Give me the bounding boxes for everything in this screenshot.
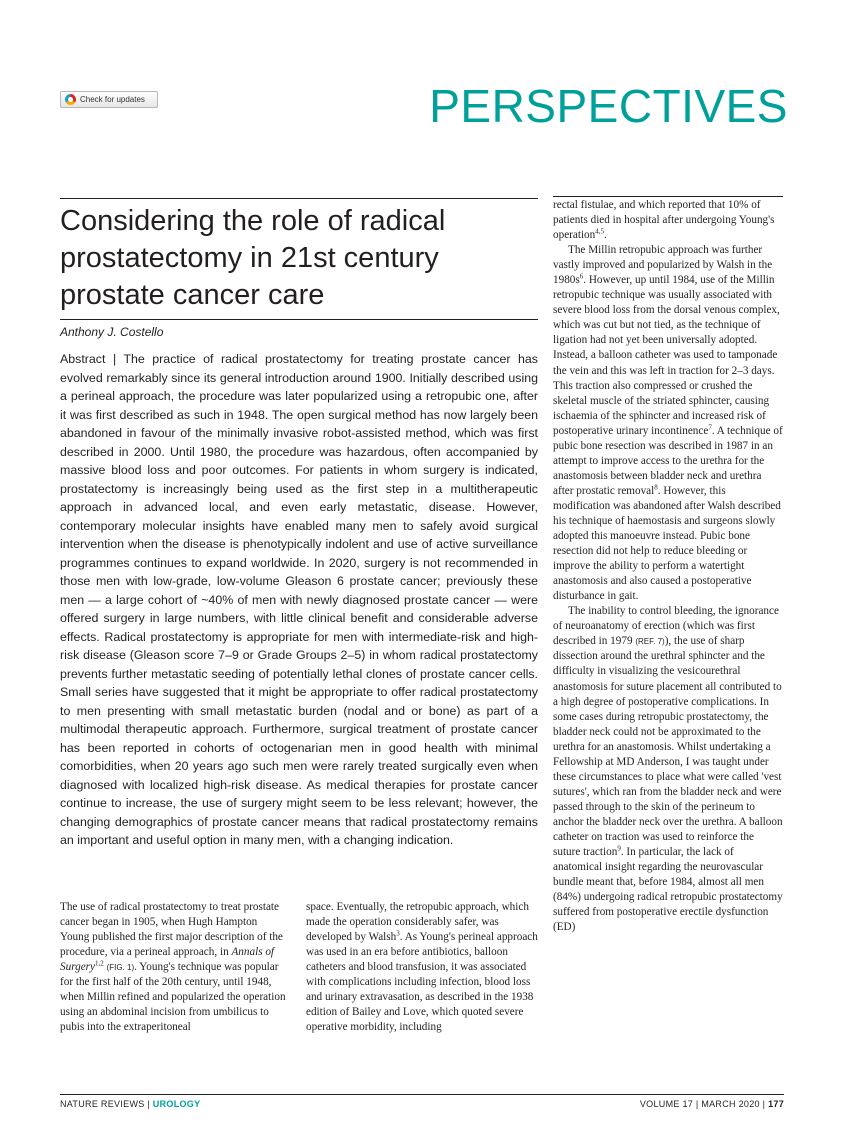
citation-ref[interactable]: 6	[579, 272, 584, 281]
body-column-3	[553, 196, 783, 935]
body-text: . A technique of pubic bone resection was described in 1987 in an attempt to improve access to the urethra for the anastomosis between bladder neck and urethra after prostatic removal	[553, 424, 783, 497]
figure-ref[interactable]: (FIG. 1)	[106, 963, 135, 973]
body-paragraph	[553, 196, 783, 243]
body-text: . Young's technique was popular for the first half of the 20th century, until 1948, when Millin refined and popularized the operation using an abdominal incision from umbilicus to pubis into the extraperitoneal	[60, 961, 286, 1034]
crossmark-icon	[65, 94, 76, 105]
body-paragraph	[553, 604, 783, 935]
body-text: space. Eventually, the retropubic approach, which made the operation considerably safer, was developed by Walsh	[306, 901, 529, 944]
journal-footer	[60, 1099, 200, 1109]
citation-ref[interactable]: 7	[708, 422, 712, 431]
body-text: The inability to control bleeding, the ignorance of neuroanatomy of erection (which was first described in 1979	[553, 605, 779, 648]
body-paragraph	[553, 243, 783, 604]
volume-date: VOLUME 17 | MARCH 2020 |	[639, 1099, 769, 1109]
reference-link[interactable]: (REF. 7)	[635, 637, 665, 647]
citation-ref[interactable]: 8	[654, 483, 658, 492]
footer-separator: |	[144, 1099, 153, 1109]
body-paragraph	[60, 900, 288, 1035]
journal-title: NATURE REVIEWS	[60, 1099, 145, 1109]
abstract	[60, 350, 538, 850]
body-text: . In particular, the lack of anatomical insight regarding the neurovascular bundle meant that, before 1984, almost all men (84%) undergoing radical retropubic prostatectomy suffered from postoperative erectile dysfunction (ED)	[553, 846, 783, 934]
body-text: . As Young's perineal approach was used in an era before antibiotics, balloon catheters and blood transfusion, it was associated with complications including infection, blood loss and urinary extravasation, as described in the 1938 edition of Bailey and Love, which quoted severe operative morbidity, including	[306, 931, 538, 1034]
author-rule	[60, 319, 538, 320]
journal-subject: UROLOGY	[152, 1099, 201, 1109]
body-text: The Millin retropubic approach was further vastly improved and popularized by Walsh in the 1980s	[553, 244, 773, 287]
abstract-label: Abstract |	[60, 352, 124, 366]
footer-rule	[60, 1094, 784, 1095]
abstract-text: The practice of radical prostatectomy for treating prostate cancer has evolved remarkably since its general introduction around 1900. Initially described using a perineal approach, the procedure was later popularized using a retropubic one, after it was first described as such in 1948. The open surgical method has now largely been abandoned in favour of the minimally invasive robot-assisted method, which was first described in 2000. Until 1980, the procedure was hazardous, often accompanied by massive blood loss and poor outcomes. For patients in whom surgery is indicated, prostatectomy is increasingly being used as the first step in a multitherapeutic approach in advanced local, and even early metastatic, disease. However, contemporary molecular insights have enabled many men to safely avoid surgical intervention when the disease is phenotypically indolent and use of active surveillance programmes continues to expand worldwide. In 2020, surgery is not recommended in those men with low-grade, low-volume Gleason 6 prostate cancer; previously these men — a large cohort of ~40% of men with newly diagnosed prostate cancer — were offered surgery in large numbers, with little clinical benefit and considerable adverse effects. Radical prostatectomy is appropriate for men with intermediate-risk and high-risk disease (Gleason score 7–9 or Grade Groups 2–5) in whom radical prostatectomy prevents further metastatic seeding of potentially lethal clones of prostate cancer cells. Small series have suggested that it might be appropriate to offer radical prostatectomy to men presenting with small metastatic burden (nodal and or bone) as part of a multimodal therapeutic approach. Furthermore, surgical treatment of prostate cancer has been reported in cohorts of octogenarian men in good health with minimal comorbidities, when 20 years ago such men were rarely treated surgically even when diagnosed with localized high-risk disease. As medical therapies for prostate cancer continue to increase, the use of surgery might seem to be less relevant; however, the changing demographics of prostate cancer means that radical prostatectomy remains an important and useful option in many men, with a changing indication.	[60, 352, 538, 847]
body-column-1	[60, 900, 288, 1035]
body-text: rectal fistulae, and which reported that 10% of patients died in hospital after undergoing Young's operation	[553, 199, 775, 242]
check-for-updates-label: Check for updates	[80, 95, 145, 104]
citation-ref[interactable]: 9	[617, 844, 621, 853]
column-rule	[553, 196, 783, 197]
body-text: . However, up until 1984, use of the Millin retropubic technique was usually associated with severe blood loss from the dorsal venous complex, which was cut but not tied, as the technique of ligation had not yet been universally adopted. Instead, a balloon catheter was used to tamponade the vein and this was left in traction for 2–3 days. This traction also compressed or crushed the skeletal muscle of the striated sphincter, causing ischaemia of the sphincter and increased risk of postoperative urinary incontinence	[553, 274, 780, 437]
body-paragraph	[306, 900, 538, 1035]
body-text: ), the use of sharp dissection around the urethral sphincter and the difficulty in visualizing the vesicourethral anastomosis for suture placement all contributed to a high degree of postoperative complications. In some cases during retropubic prostatectomy, the bladder neck could not be approximated to the urethra for an anastomosis. Whilst undertaking a Fellowship at MD Anderson, I was taught under these circumstances to place what were called 'vest sutures', which ran from the bladder neck and were passed through to the skin of the perineum to anchor the bladder neck over the urethra. A balloon catheter on traction was used to reinforce the suture traction	[553, 635, 783, 859]
body-text: The use of radical prostatectomy to treat prostate cancer began in 1905, when Hugh Hampton Young published the first major description of the procedure, via a perineal approach, in	[60, 901, 283, 959]
title-rule	[60, 198, 538, 199]
author-name: Anthony J. Costello	[60, 325, 164, 339]
check-for-updates-button[interactable]	[60, 91, 158, 108]
issue-info	[640, 1099, 784, 1109]
citation-ref[interactable]: 3	[396, 929, 400, 938]
citation-ref[interactable]: 4,5	[595, 227, 604, 236]
section-header: PERSPECTIVES	[429, 80, 788, 132]
body-column-2	[306, 900, 538, 1035]
page-number: 177	[768, 1099, 784, 1109]
article-title: Considering the role of radical prostatectomy in 21st century prostate cancer care	[60, 205, 446, 311]
body-text: . However, this modification was abandoned after Walsh described his technique of haemostasis and surgeons slowly adopted this manoeuvre instead. Pubic bone resection did not help to reduce bleeding or improve the ability to perform a watertight anastomosis and also caused a postoperative disturbance in gait.	[553, 484, 781, 603]
body-text: .	[604, 229, 607, 242]
page-footer	[60, 1099, 784, 1109]
citation-ref[interactable]: 1,2	[95, 959, 104, 968]
journal-name: Annals of Surgery	[60, 946, 275, 974]
